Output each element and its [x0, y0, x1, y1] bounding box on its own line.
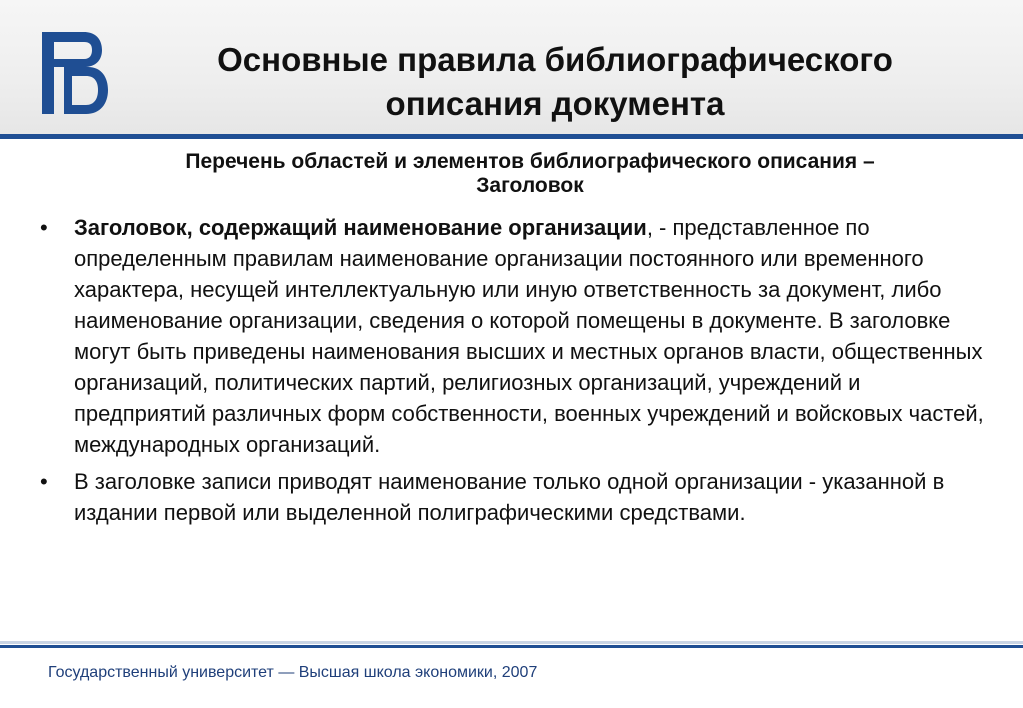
title-line-2: описания документа [385, 85, 725, 122]
subtitle-line-1: Перечень областей и элементов библиографического описания – [185, 150, 875, 173]
subtitle-line-2: Заголовок [476, 174, 584, 197]
list-item [40, 212, 990, 460]
footer-divider-light [0, 641, 1023, 644]
item-text: В заголовке записи приводят наименование только одной организации - указанной в издании первой или выделенной полиграфическими средствами. [74, 469, 945, 525]
footer-divider [0, 645, 1023, 648]
title-line-1: Основные правила библиографического [217, 41, 893, 78]
header-divider [0, 134, 1023, 139]
footer-text: Государственный университет — Высшая школа экономики, 2007 [48, 664, 538, 681]
slide-title [120, 38, 990, 126]
hse-logo-icon [38, 26, 112, 118]
item-bold-term: Заголовок, содержащий наименование организации [74, 215, 647, 240]
slide-subtitle [60, 150, 1000, 198]
bullet-marker: • [40, 215, 48, 240]
list-item [40, 466, 990, 528]
bullet-marker: • [40, 469, 48, 494]
bullet-list [40, 212, 990, 534]
item-text: , - представленное по определенным правилам наименование организации постоянного или временного характера, несущей интеллектуальную или иную ответственность за документ, либо наименование организации, сведения о которой помещены в документе. В заголовке могут быть приведены наименования высших и местных органов власти, общественных организаций, политических партий, религиозных организаций, учреждений и предприятий различных форм собственности, военных учреждений и войсковых частей, международных организаций. [74, 215, 984, 457]
